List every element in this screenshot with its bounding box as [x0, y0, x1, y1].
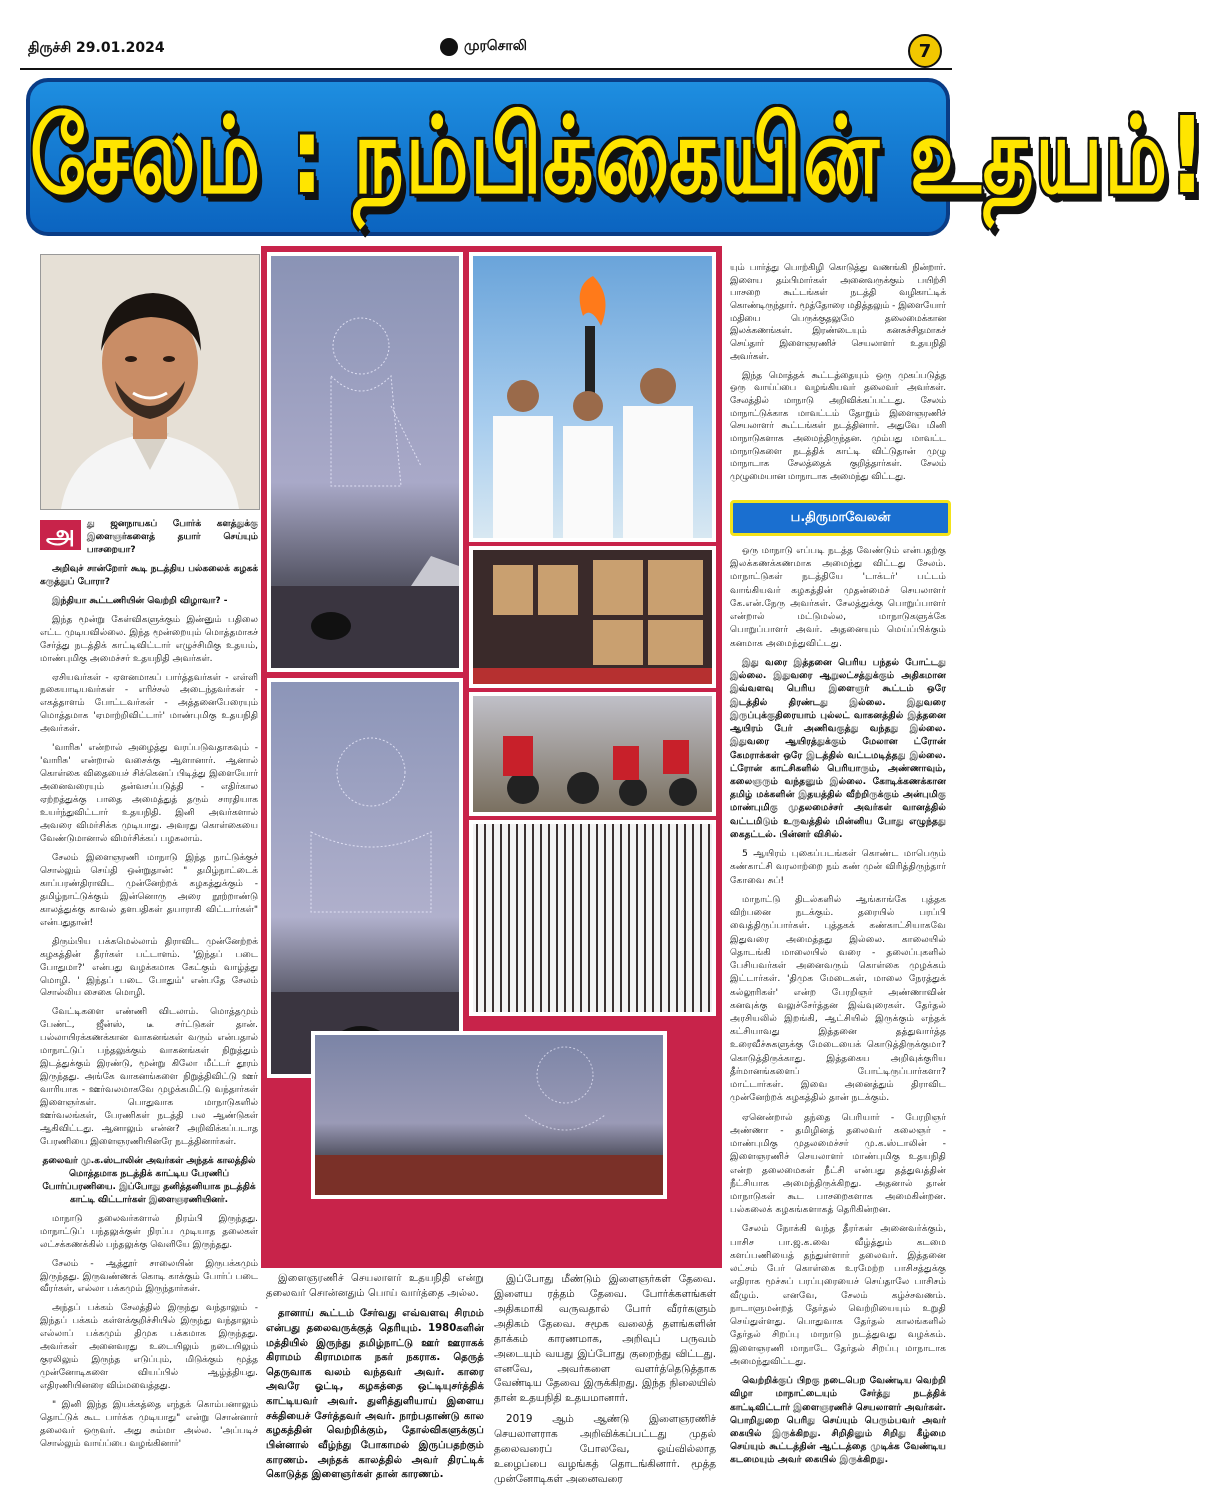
paragraph-bold: வெற்றிக்குப் பிறகு நடைபெற வேண்டிய வெற்றி விழா மாநாட்டையும் சேர்த்து நடத்திக் காட்டிவிட்டார் இளைஞரணிச் செயலாளர் அவர்கள். பொறிதுறை பெரிது செய்யும் பெரும்பவர் அவர் கையில் இருக்கிறது. சிறிதினும் சிறிது கீழ்மை செய்யும் கூட்டத்தின் ஆட்டத்தை முடிக்க வேண்டிய கடமையும் அவர் கையில் இருக்கிறது.	[730, 1375, 946, 1466]
article-column-1	[40, 518, 258, 1457]
article-column-2	[266, 1272, 484, 1489]
paragraph: மாநாட்டு திடல்களில் ஆங்காங்கே புத்தக விற்பனை நடக்கும். தரையில் பரப்பி வைத்திருப்பார்கள். புத்தகக் கண்காட்சியாகவே இதுவரை அமைத்தது இல்லை. காலையில் தொடங்கி மாலையில் வரை - தலைப்புகளில் பேசியவர்கள் அனைவரும் கொள்கை முழக்கம் இட்டார்கள். 'திமுக மேடைகள், மாலை நேரத்துக் கல்லூரிகள்' என்ற பேரறிஞர் அண்ணாவின் கனவுக்கு வலுச்சேர்த்தன இவ்வுரைகள். தேர்தல் அரசியலில் இறங்கி, ஆட்சியில் இருக்கும் எந்தக் கட்சியாவது இத்தனை தத்துவார்த்த உரைவீச்சுகளுக்கு மேடையைக் கொடுத்திருக்குமா? கொடுத்திருக்காது. இத்தகைய அறிவுக்குரிய தீர்மானங்களைப் போட்டிருப்பார்களா? மாட்டார்கள். இவை அனைத்தும் திராவிட முன்னேற்றக் கழகத்தில் தான் நடக்கும்.	[730, 893, 946, 1104]
torch-people-icon	[473, 256, 712, 538]
question-3: இந்தியா கூட்டணியின் வெற்றி விழாவா? -	[52, 595, 228, 606]
paragraph: இப்போது மீண்டும் இளைஞர்கள் தேவை. இளைய ரத்தம் தேவை. போர்க்களங்கள் அதிகமாகி வருவதால் போர் வீரர்களும் அதிகம் தேவை. சமூக வலைத் தளங்களின் தாக்கம் காரணமாக, அறிவுப் பருவம் அடையும் வயது இப்போது குறைந்து விட்டது. எனவே, அவர்களை வளர்த்தெடுத்தாக வேண்டிய தேவை இருக்கிறது. இந்த நிலையில் தான் உதயநிதி உதயமானார்.	[494, 1273, 716, 1405]
paragraph: ஏசியவர்கள் - ஏளனமாகப் பார்த்தவர்கள் - எள்ளி நகையாடியவர்கள் - எரிச்சல் அடைந்தவர்கள் - எகத்தாளம் போட்டவர்கள் - அத்தனைபேரையும் மொத்தமாக 'ஏமாற்றிவிட்டார்' மாண்புமிகு உதயநிதி அவர்கள்.	[40, 672, 258, 735]
question-2: அறிவுச் சான்றோர் கூடி நடத்திய பல்கலைக் கழகக் கருத்துப் போரா?	[40, 563, 258, 587]
paragraph: ஏனென்றால் தந்தை பெரியார் - பேரறிஞர் அண்ணா - தமிழினத் தலைவர் கலைஞர் - மாண்புமிகு முதலமைச்சர் மு.க.ஸ்டாலின் - இளைஞரணிச் செயலாளர் மாண்புமிகு உதயநிதி என்ற தலைமைகள் நீட்சி என்பது தத்துவத்தின் நீட்சியாக அமைந்திருக்கிறது. அதனால் தான் மாநாடுகள் கூட பாசறைகளாக அமைகின்றன. பல்கலைக் கழகங்களாகத் தெரிகின்றன.	[730, 1111, 946, 1216]
paper-name: முரசொலி	[464, 38, 527, 54]
bike-rally-photo	[469, 692, 716, 816]
crowd-photo	[469, 820, 716, 1016]
headline-title: சேலம் : நம்பிக்கையின் உதயம்!	[30, 96, 1207, 218]
paragraph: அந்தப் பக்கம் சேலத்தில் இருந்து வந்தாலும் - இந்தப் பக்கம் கள்ளக்குறிச்சியில் இருந்து வந்தாலும் எல்லாப் பக்கமும் திமுக பக்கமாக இருந்தது. அவர்கள் அனைவரது உடையிலும் நடையிலும் குரலிலும் இருந்த எடுப்பும், மிடுக்கும் மூத்த முன்னோடிகளை வியப்பில் ஆழ்த்தியது. எதிரணியினரை விம்மவைத்தது.	[40, 1303, 258, 1392]
header-divider	[20, 68, 952, 70]
paragraph: " இனி இந்த இயக்கத்தை எந்தக் கொம்பனாலும் தொட்டுக் கூட பார்க்க முடியாது" என்று சொன்னார் தலைவர் ஒருவர். அது சும்மா அல்ல. 'அப்படிச் சொல்லும் வாய்ப்பை வழங்கினார்'	[40, 1400, 258, 1449]
paragraph: வேட்டிகளை எண்ணி விடலாம். மொத்தமும் பேண்ட், ஜீன்ஸ், டீ சர்ட்டுகள் தான். பல்லாயிரக்கணக்கான வாகனங்கள் வரும் என்பதால் மாநாட்டுப் பந்தலுக்கும் வாகனங்கள் நிறுத்தும் இடத்துக்கும் இரண்டு, மூன்று கிலோ மீட்டர் தூரம் இருந்தது. அங்கே வாகனங்களை நிறுத்திவிட்டு ஊர் வாரியாக - ஊர்வலமாகவே முழக்கமிட்டு வந்தார்கள் இளைஞர்கள். பொதுவாக மாநாடுகளில் ஊர்வலங்கள், பேரணிகள் நடத்தி பல ஆண்டுகள் ஆகிவிட்டது. ஆனாலும் என்ன? அறிவிக்கப்படாத பேரணியை இளைஞரணியினரே நடத்தினார்கள்.	[40, 1007, 258, 1147]
paragraph: 2019 ஆம் ஆண்டு இளைஞரணிச் செயலாளராக அறிவிக்கப்பட்டது முதல் தலைவரைப் போலவே, ஓய்வில்லாத உழைப்பை வழங்கத் தொடங்கினார். மூத்த முன்னோடிகள் அனைவரை	[494, 1413, 716, 1485]
headline-banner	[26, 78, 1207, 236]
drone-portrait-icon	[271, 256, 459, 668]
paragraph: சேலம் நோக்கி வந்த தீரர்கள் அனைவர்க்கும், பாசிச பா.ஜ.க.வை வீழ்த்தும் கடமை களப்பணியைத் தந்துள்ளார் தலைவர். இத்தனை லட்சம் பேர் கொள்கை உரமேற்ற பாசிசத்துக்கு எதிராக மூச்சுப் பரப்புரையைச் செய்தாலே பாசிசம் வீழும். எனவே, சேலம் கழ்ச்சவணம். நாடாளுமன்றத் தேர்தல் வெற்றியையும் உறுதி செய்துள்ளது. பொதுவாக தேர்தல் காலங்களில் தேர்தல் சிறப்பு மாநாடு நடத்துவது வழக்கம். இளைஞரணி மாநாடே தேர்தல் சிறப்பு மாநாடாக அமைந்துவிட்டது.	[730, 1223, 946, 1367]
city-date: திருச்சி 29.01.2024	[28, 40, 165, 56]
paragraph: இந்த மூன்று கேள்விகளுக்கும் இன்னும் பதிலை எட்ட முடியவில்லை. இந்த மூன்றையும் மொத்தமாகச் சேர்த்து நடத்திக் காட்டிவிட்டார் எழுச்சிமிகு உதயம், மாண்புமிகு அமைச்சர் உதயநிதி அவர்கள்.	[40, 614, 258, 664]
paragraph-bold: இது வரை இத்தனை பெரிய பந்தல் போட்டது இல்லை. இதுவரை ஆறுலட்சத்துக்கும் அதிகமான இவ்வளவு பெரிய இளைஞர் கூட்டம் ஒரே இடத்தில் திரண்டது இல்லை. இதுவரை இருப்புக்குதிரையாம் புல்லட் வாகனத்தில் இத்தனை ஆயிரம் பேர் அணிவகுத்து வந்தது இல்லை. இதுவரை ஆயிரத்துக்கும் மேலான ட்ரோன் கேமராக்கள் ஒரே இடத்தில் வட்டமடித்தது இல்லை. ட்ரோன் காட்சிகளில் பெரியாரும், அண்ணாவும், கலைஞரும் வந்தனும் இல்லை. கோடிக்கணக்கான தமிழ் மக்களின் இதயத்தில் வீற்றிருக்கும் அன்புமிகு மாண்புமிகு முதலமைச்சர் அவர்கள் வானத்தில் வட்டமிடும் உருவத்தில் மின்னிய போது எழுந்தது கைதட்டல். பின்னர் விசில்.	[730, 656, 946, 840]
paragraph: திரும்பிய பக்கமெல்லாம் திராவிட முன்னேற்றக் கழகத்தின் தீரர்கள் பட்டாளம். 'இந்தப் படை போதுமா?' என்பது வழக்கமாக கேட்கும் வாழ்த்து மொழி. ' இந்தப் படை போதும்' என்பதே சேலம் சொல்லிய சைகை மொழி.	[40, 936, 258, 999]
drone-portrait-icon	[315, 1035, 663, 1195]
paragraph: 5 ஆயிரம் புகைப்படங்கள் கொண்ட மாபெரும் கண்காட்சி வரலாற்றை நம் கண் முன் விரித்திருந்தார் கோவை சுப்!	[730, 848, 946, 886]
drone-portrait-icon	[271, 682, 459, 1074]
motorcycle-icon	[473, 696, 712, 812]
paragraph: 'வாரிசு' என்றால் அழைத்து வரப்படுவதாகவும் - 'வாரிசு' என்றால் வசைக்கு ஆளானார். ஆனால் கொள்கை விதையைச் சிக்கெனப் பிடித்து இளையோர் அனைவரையும் தன்வசப்படுத்தி - எதிர்கால ஏற்றத்துக்கு பாதை அமைத்துத் தரும் சாரதியாக உயர்ந்துவிட்டார் உதயநிதி. இனி அவர்களால் அவரை விமர்சிக்க முடியாது. அவரது கொள்கையை வேண்டுமானால் விமர்சிக்கப் பழகலாம்.	[40, 743, 258, 844]
drop-cap: அ	[40, 520, 81, 550]
pull-quote: தலைவர் மு.க.ஸ்டாலின் அவர்கள் அந்தக் காலத்தில் மொத்தமாக நடத்திக் காட்டிய பேரணிப் போர்ப்பரணியை. இப்போது தனித்தனியாக நடத்திக் காட்டி விட்டார்கள் இளைஞரணியினர்.	[42, 1155, 256, 1205]
paragraph: மாநாடு தலைவர்களால் நிரம்பி இருந்தது. மாநாட்டுப் பந்தலுக்குள் நிரப்ப முடியாத தலைகள் லட்சக்கணக்கில் பந்தலுக்கு வெளியே இருந்தது.	[40, 1213, 258, 1250]
torch-ceremony-photo	[469, 252, 716, 542]
page-number: 7	[908, 34, 942, 68]
article-column-3	[494, 1272, 716, 1493]
article-column-4	[730, 544, 946, 1473]
drone-show-photo-2	[267, 678, 463, 1078]
page-header	[0, 0, 972, 80]
lead-question: து ஜனநாயகப் போர்க் களத்துக்கு இளைஞர்களைத் தயார் செய்யும் பாசறையா?	[86, 519, 258, 555]
paragraph-bold: தானாய் கூட்டம் சேர்வது எவ்வளவு சிரமம் என்பது தலைவருக்குத் தெரியும். 1980களின் மத்தியில் இருந்து தமிழ்நாட்டு ஊர் ஊராகக் கிராமம் கிராமமாக நகர் நகராக. தெருத் தெருவாக வலம் வந்தவர் அவர். காரை அவரே ஓட்டி, கழகத்தை ஒட்டியுசர்த்திக் காட்டியவர் அவர். துளித்துளியாய் இளைய சக்தியைச் சேர்த்தவர் அவர். நாற்பதாண்டு கால கழகத்தின் வெற்றிக்கும், தோல்விகளுக்குப் பின்னால் வீழ்ந்து போகாமல் இருப்பதற்கும் காரணம். அந்தக் காலத்தில் அவர் திரட்டிக் கொடுத்த இளைஞர்கள் தான் காரணம்.	[266, 1308, 484, 1481]
person-portrait-icon	[41, 255, 259, 509]
masthead	[440, 38, 527, 56]
paragraph: சேலம் இளைஞரணி மாநாடு இந்த நாட்டுக்குச் சொல்லும் செய்தி ஒன்றுதான்: " தமிழ்நாட்டைக் காப்பரண்திராவிட முன்னேற்றக் கழகத்துக்கும் - தமிழ்நாட்டுக்கும் இன்னொரு அரை நூற்றாண்டு காலத்துக்கு காவல் தளபதிகள் தயாராகி விட்டார்கள்" என்பதுதான்!	[40, 852, 258, 928]
elephant-logo-icon	[440, 38, 458, 56]
article-column-4-top	[730, 262, 946, 490]
photo-collage-panel	[261, 246, 722, 1268]
paragraph: ஒரு மாநாடு எப்படி நடத்த வேண்டும் என்பதற்கு இலக்கணக்கணமாக அமைந்து விட்டது சேலம். மாநாட்டுகள் நடத்தியே 'டாக்டர்' பட்டம் வாங்கியவர் கழகத்தின் முதன்மைச் செயலாளர் கே.என்.நேரு அவர்கள். சேலத்துக்கு பொறுப்பாளர் என்றால் மட்டுமல்ல, மாநாடுகளுக்கே பொறுப்பாளர் அவர். அதனையும் மெய்ப்பிக்கும் கனமாக அமைந்துவிட்டது.	[730, 545, 946, 649]
paragraph: இளைஞரணிச் செயலாளர் உதயநிதி என்று தலைவர் சொன்னதும் பொய் வார்த்தை அல்ல.	[266, 1273, 484, 1299]
exhibition-photo	[469, 546, 716, 688]
paragraph: யும் பார்த்து பொற்கிழி கொடுத்து வணங்கி நின்றார். இளைய தம்பிமார்கள் அனைவருக்கும் பயிற்சி பாசறை கூட்டங்கள் நடத்தி வழிகாட்டிக் கொண்டிருந்தார். மூத்தோரை மதித்தலும் - இளையோர் மதியை பெருக்குதலுமே தலைமைக்கான இலக்கணங்கள். இரண்டையும் கனகச்சிதமாகச் செய்தார் இளைஞரணிச் செயலாளர் உதயநிதி அவர்கள்.	[730, 263, 946, 362]
drone-show-photo-1	[267, 252, 463, 672]
drone-show-photo-3	[311, 1031, 667, 1199]
paragraph: சேலம் - ஆத்தூர் சாலையின் இருபக்கமும் இருந்தது. இருவண்ணக் கொடி காக்கும் போர்ப் படை வீரர்கள், எல்லா பக்கமும் இருந்தார்கள்.	[40, 1258, 258, 1295]
paragraph: இந்த மொத்தக் கூட்டத்தையும் ஒரு முகப்படுத்த ஒரு வாய்ப்பை வழங்கியவர் தலைவர் அவர்கள். சேலத்தில் மாநாடு அறிவிக்கப்பட்டது. சேலம் மாநாட்டுக்காக மாவட்டம் தோறும் இளைஞரணிச் செயலாளர் கூட்டங்கள் நடத்தினார். அதுவே மினி மாநாடுகளாக அமைந்திருந்தன. மும்பது மாவட்ட மாநாடுகளை நடத்திக் காட்டி விட்டுதான் முழு மாநாடாக சேலத்தைக் குறித்தார்கள். சேலம் முழுமையான மாநாடாக அமைந்து விட்டது.	[730, 370, 946, 482]
photo-wall-icon	[473, 550, 712, 684]
author-byline: ப.திருமாவேலன்	[730, 500, 951, 536]
portrait-photo	[40, 254, 260, 510]
